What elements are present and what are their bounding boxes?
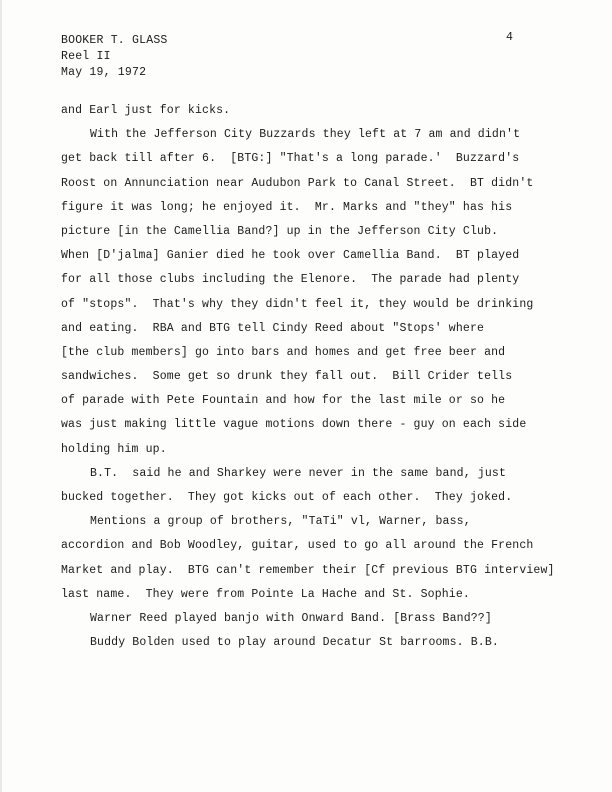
transcript-line: picture [in the Camellia Band?] up in the Jefferson City Club. — [61, 224, 499, 238]
transcript-line: [the club members] go into bars and homes and get free beer and — [61, 345, 506, 359]
interviewee-name: BOOKER T. GLASS — [61, 34, 168, 47]
page-number: 4 — [506, 31, 513, 44]
transcript-line: holding him up. — [61, 442, 167, 456]
transcript-line: of parade with Pete Fountain and how for the last mile or so he — [61, 394, 506, 408]
transcript-line: B.T. said he and Sharkey were never in the same band, just — [90, 466, 507, 480]
transcript-line: figure it was long; he enjoyed it. Mr. Marks and "they" has his — [61, 200, 513, 214]
transcript-line: and Earl just for kicks. — [61, 104, 231, 117]
scan-edge-shadow — [0, 0, 2, 792]
transcript-line: Mentions a group of brothers, "TaTi" vl, Warner, bass, — [90, 515, 471, 529]
document-header — [61, 33, 168, 81]
transcript-line: sandwiches. Some get so drunk they fall out. Bill Crider tells — [61, 370, 513, 384]
transcript-line: of "stops". That's why they didn't feel it, they would be drinking — [61, 297, 534, 311]
transcript-line: was just making little vague motions down there - guy on each side — [61, 418, 527, 432]
reel-label: Reel II — [61, 50, 111, 63]
transcript-line: Market and play. BTG can't remember their [Cf previous BTG interview] — [61, 563, 555, 577]
interview-date: May 19, 1972 — [61, 66, 147, 79]
transcript-body — [61, 103, 581, 659]
transcript-line: last name. They were from Pointe La Hache and St. Sophie. — [61, 587, 470, 601]
transcript-line: get back till after 6. [BTG:] "That's a long parade.' Buzzard's — [61, 152, 520, 166]
transcript-line: Warner Reed played banjo with Onward Band. [Brass Band??] — [90, 611, 492, 625]
transcript-line: for all those clubs including the Elenore. The parade had plenty — [61, 273, 520, 287]
transcript-line: accordion and Bob Woodley, guitar, used to go all around the French — [61, 539, 534, 553]
transcript-line: Buddy Bolden used to play around Decatur St barrooms. B.B. — [90, 636, 499, 650]
transcript-line: Roost on Annunciation near Audubon Park to Canal Street. BT didn't — [61, 176, 534, 190]
transcript-line: bucked together. They got kicks out of each other. They joked. — [61, 491, 513, 504]
transcript-line: and eating. RBA and BTG tell Cindy Reed about "Stops' where — [61, 321, 485, 335]
transcript-line: When [D'jalma] Ganier died he took over Camellia Band. BT played — [61, 249, 520, 263]
transcript-line: With the Jefferson City Buzzards they left at 7 am and didn't — [90, 128, 521, 142]
